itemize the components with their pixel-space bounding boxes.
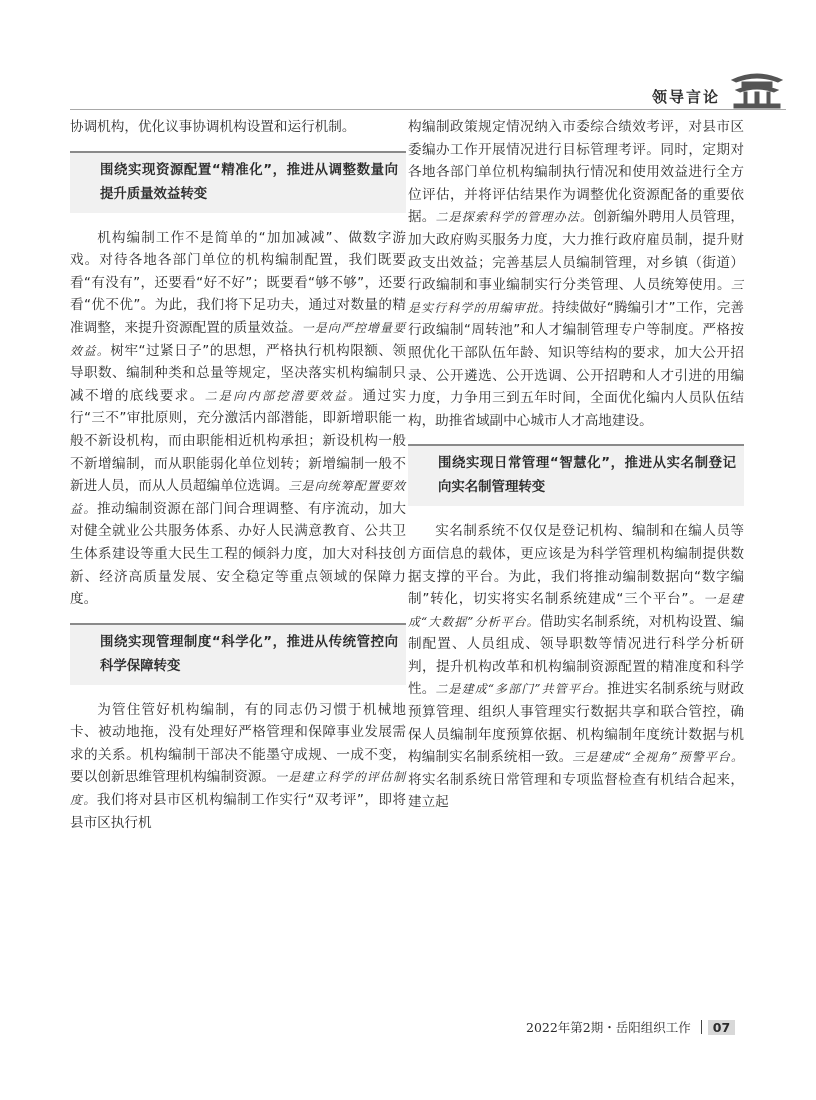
footer-divider: [701, 1020, 702, 1034]
emphasis-point-3: 三是建成“全视角”预警平台。: [572, 750, 744, 765]
intro-paragraph: 协调机构，优化议事协调机构设置和运行机制。: [70, 119, 356, 135]
emphasis-point-1: 一是建立科学的评估制度。: [70, 770, 406, 808]
page-footer: [526, 1018, 735, 1036]
paragraph-resource-allocation: 机构编制工作不是简单的“加加减减”、做数字游戏。对待各地各部门单位的机构编制配置，我们既要看“有没有”，还要看“好不好”；既要看“够不够”，还要看“优不优”。为此，我们将下足功夫，通过对数量的精准调整，来提升资源配置的质量效益。一是向严控增量要效益。树牢“过紧日子”的思想，严格执行机构限额、领导职数、编制种类和总量等规定，坚决落实机构编制只减不增的底线要求。二是向内部挖潜要效益。通过实行“三不”审批原则，充分激活内部潜能，即新增职能一般不新设机构，而由职能相近机构承担；新设机构一般不新增编制，而从职能弱化单位划转；新增编制一般不新进人员，而从人员超编单位选调。三是向统筹配置要效益。推动编制资源在部门间合理调整、有序流动，加大对健全就业公共服务体系、办好人民满意教育、公共卫生体系建设等重大民生工程的倾斜力度，加大对科技创新、经济高质量发展、安全稳定等重点领域的保障力度。: [70, 229, 406, 608]
emphasis-point-3: 三是向统筹配置要效益。: [70, 479, 406, 516]
page-number: 07: [708, 1020, 735, 1035]
emphasis-point-2: 二是探索科学的管理办法。: [435, 210, 594, 225]
emphasis-point-3: 三是实行科学的用编审批。: [408, 278, 744, 315]
pavilion-icon: [728, 66, 786, 112]
section-heading-smart: 围绕实现日常管理“智慧化”，推进从实名制登记向实名制管理转变: [408, 444, 744, 506]
emphasis-point-1: 一是建成“大数据”分析平台。: [408, 592, 744, 629]
right-column: [408, 116, 744, 814]
left-column: [70, 116, 406, 834]
paragraph-continued: 构编制政策规定情况纳入市委综合绩效考评，对县市区委编办工作开展情况进行目标管理考评。同时，定期对各地各部门单位机构编制执行情况和使用效益进行全方位评估，并将评估结果作为调整优化资源配备的重要依据。二是探索科学的管理办法。创新编外聘用人员管理，加大政府购买服务力度，大力推行政府雇员制，提升财政支出效益；完善基层人员编制管理，对乡镇（街道）行政编制和事业编制实行分类管理、人员统筹使用。三是实行科学的用编审批。持续做好“腾编引才”工作，完善行政编制“周转池”和人才编制管理专户等制度。严格按照优化干部队伍年龄、知识等结构的要求，加大公开招录、公开遴选、公开选调、公开招聘和人才引进的用编力度，力争用三到五年时间，全面优化编内人员队伍结构，助推省域副中心城市人才高地建设。: [408, 119, 745, 429]
emphasis-point-2: 二是向内部挖潜要效益。: [204, 388, 363, 403]
section-label: 领导言论: [651, 88, 720, 106]
issue-label: 2022年第2期・岳阳组织工作: [526, 1020, 691, 1035]
paragraph-real-name-system: 实名制系统不仅仅是登记机构、编制和在编人员等方面信息的载体，更应该是为科学管理机构编制提供数据支撑的平台。为此，我们将推动编制数据向“数字编制”转化，切实将实名制系统建成“三个平台”。一是建成“大数据”分析平台。借助实名制系统，对机构设置、编制配置、人员组成、领导职数等情况进行科学分析研判，提升机构改革和机构编制资源配置的精准度和科学性。二是建成“多部门”共管平台。推进实名制系统与财政预算管理、组织人事管理实行数据共享和联合管控，确保人员编制年度预算依据、机构编制年度统计数据与机构编制实名制系统相一致。三是建成“全视角”预警平台。将实名制系统日常管理和专项监督检查有机结合起来，建立起: [408, 523, 745, 811]
paragraph-management-system: 为管住管好机构编制，有的同志仍习惯于机械地卡、被动地拖，没有处理好严格管理和保障事业发展需求的关系。机构编制干部决不能墨守成规、一成不变，要以创新思维管理机构编制资源。一是建立科学的评估制度。我们将对县市区机构编制工作实行“双考评”，即将县市区执行机: [70, 701, 406, 831]
emphasis-point-2: 二是建成“多部门”共管平台。: [435, 682, 608, 697]
emphasis-point-1: 一是向严控增量要效益。: [70, 320, 406, 358]
section-heading-scientific: 围绕实现管理制度“科学化”，推进从传统管控向科学保障转变: [70, 623, 406, 685]
header-rule: [70, 109, 786, 110]
section-heading-precision: 围绕实现资源配置“精准化”，推进从调整数量向提升质量效益转变: [70, 151, 406, 213]
